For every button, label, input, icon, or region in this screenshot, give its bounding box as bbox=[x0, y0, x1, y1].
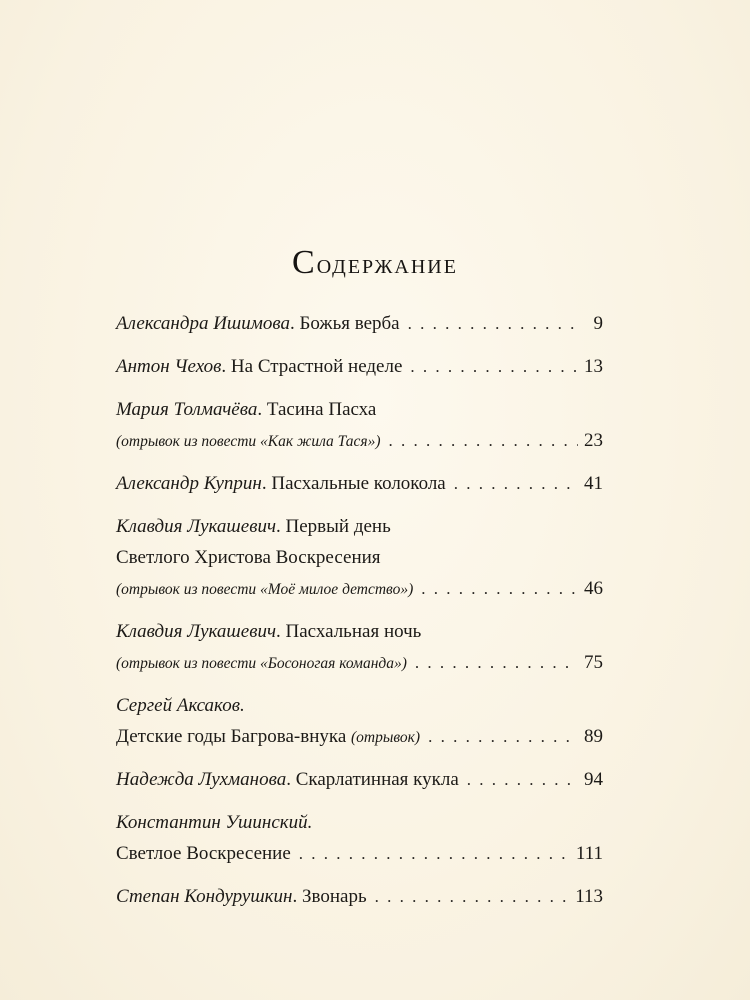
entry-page-number: 41 bbox=[584, 473, 603, 494]
entry-page-number: 23 bbox=[584, 430, 603, 451]
toc-entry[interactable]: Мария Толмачёва . Тасина Пасха (отрывок из повести «Как жила Тася») . . . 23 bbox=[116, 394, 603, 456]
entry-author: Степан Кондурушкин bbox=[116, 886, 293, 907]
entry-author: Надежда Лухманова bbox=[116, 769, 287, 790]
toc-entry[interactable]: Степан Кондурушкин . Звонарь . . . 113 bbox=[116, 881, 603, 912]
dot-leader bbox=[408, 308, 581, 339]
dot-leader bbox=[421, 573, 578, 604]
entry-author: Александра Ишимова bbox=[116, 313, 290, 334]
page-title bbox=[0, 244, 750, 282]
dot-leader bbox=[299, 838, 570, 869]
dot-leader bbox=[415, 647, 578, 678]
dot-leader bbox=[375, 881, 570, 912]
entry-author: Клавдия Лукашевич bbox=[116, 516, 277, 537]
entry-title: На Страстной неделе bbox=[230, 356, 403, 377]
entry-page-number: 89 bbox=[584, 726, 603, 747]
entry-note: (отрывок из повести «Босоногая команда») bbox=[116, 655, 407, 672]
entry-page-number: 111 bbox=[575, 843, 603, 864]
entry-author: Мария Толмачёва bbox=[116, 399, 258, 420]
dot-leader bbox=[410, 351, 578, 382]
entry-author: Александр Куприн bbox=[116, 473, 262, 494]
toc-entry[interactable] bbox=[116, 690, 603, 752]
title-initial: С bbox=[292, 244, 317, 281]
entry-title: Детские годы Багрова-внука bbox=[116, 726, 347, 747]
entry-title: Светлое Воскресение bbox=[116, 843, 291, 864]
toc-entry[interactable]: Надежда Лухманова . Скарлатинная кукла . . . 94 bbox=[116, 764, 603, 795]
entry-page-number: 9 bbox=[593, 313, 603, 334]
entry-page-number: 46 bbox=[584, 578, 603, 599]
entry-title-suffix: (отрывок) bbox=[351, 729, 421, 746]
entry-title: Пасхальная ночь bbox=[285, 621, 422, 642]
toc-entry[interactable]: Александр Куприн . Пасхальные колокола . . . 41 bbox=[116, 468, 603, 499]
entry-title: Звонарь bbox=[301, 886, 367, 907]
entry-author: Антон Чехов bbox=[116, 356, 222, 377]
table-of-contents bbox=[116, 308, 603, 912]
toc-entry[interactable]: Клавдия Лукашевич . Пасхальная ночь (отрывок из повести «Босоногая команда») . . . 75 bbox=[116, 616, 603, 678]
dot-leader bbox=[428, 721, 578, 752]
entry-title-line2: Светлого Христова Воскресения bbox=[116, 547, 381, 568]
dot-leader bbox=[454, 468, 578, 499]
entry-author: Константин Ушинский. bbox=[116, 812, 313, 833]
entry-note: (отрывок из повести «Моё милое детство») bbox=[116, 581, 414, 598]
entry-page-number: 13 bbox=[584, 356, 603, 377]
entry-page-number: 113 bbox=[575, 886, 603, 907]
toc-entry[interactable]: Клавдия Лукашевич . Первый день Светлого Христова Воскресения (отрывок из повести «Моё милое детство») . . . 46 bbox=[116, 511, 603, 604]
dot-leader bbox=[389, 425, 579, 456]
entry-author: Сергей Аксаков. bbox=[116, 695, 245, 716]
entry-title: Пасхальные колокола bbox=[271, 473, 446, 494]
entry-title: Тасина Пасха bbox=[266, 399, 377, 420]
entry-author: Клавдия Лукашевич bbox=[116, 621, 277, 642]
toc-entry[interactable]: Антон Чехов . На Страстной неделе . . . 13 bbox=[116, 351, 603, 382]
entry-title: Скарлатинная кукла bbox=[295, 769, 459, 790]
toc-entry[interactable] bbox=[116, 807, 603, 869]
entry-note: (отрывок из повести «Как жила Тася») bbox=[116, 433, 381, 450]
entry-page-number: 75 bbox=[584, 652, 603, 673]
entry-page-number: 94 bbox=[584, 769, 603, 790]
entry-title: Первый день bbox=[285, 516, 391, 537]
title-rest: одержание bbox=[316, 248, 458, 280]
dot-leader bbox=[467, 764, 578, 795]
toc-entry[interactable]: Александра Ишимова . Божья верба . . . 9 bbox=[116, 308, 603, 339]
entry-title: Божья верба bbox=[299, 313, 400, 334]
